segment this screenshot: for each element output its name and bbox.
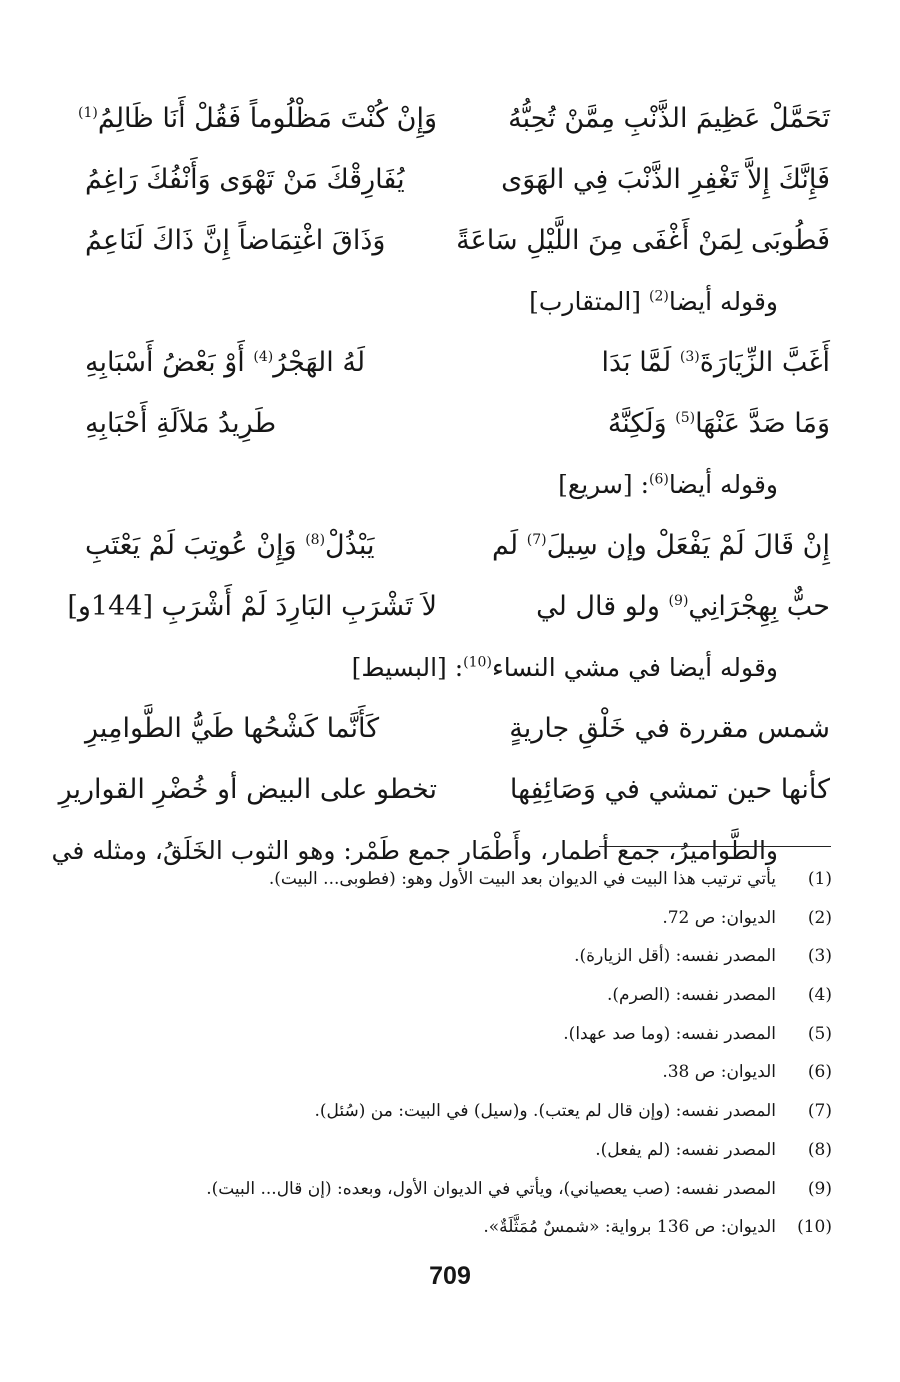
verse-first-hemistich: كأنها حين تمشي في وَصَائِفِها [509, 774, 830, 805]
verse-first-hemistich [478, 515, 830, 576]
poem-intro [85, 454, 830, 515]
footnote-number: (7) [807, 1101, 832, 1122]
footnote-separator [599, 846, 831, 847]
footnote-marker: (9) [668, 593, 689, 609]
footnote [80, 899, 832, 938]
intro-text: وقوله أيضا [668, 470, 778, 499]
footnote-number: (5) [807, 1023, 832, 1044]
footnote-number: (1) [807, 869, 832, 889]
footnotes [80, 860, 832, 1247]
hemistich-text: لَمَّا بَدَا [601, 347, 680, 378]
footnote-text: المصدر نفسه: (لم يفعل). [595, 1139, 776, 1160]
verse-line [85, 210, 830, 271]
hemistich-text: أَوْ بَعْضُ أَسْبَابِهِ [85, 347, 254, 378]
footnote-marker: (7) [526, 532, 547, 548]
hemistich-text: وَلَكِنَّهُ [607, 408, 676, 439]
footnote [80, 1208, 832, 1247]
verse-line [77, 88, 830, 149]
footnote-number: (10) [797, 1217, 832, 1238]
verse-first-hemistich: شمس مقررة في خَلْقِ جاريةٍ [509, 713, 830, 744]
verse-second-hemistich: وَذَاقَ اغْتِمَاضاً إِنَّ ذَاكَ لَنَاعِمُ [85, 225, 386, 256]
hemistich-text: وَإِنْ كُنْتَ مَظْلُوماً فَقُلْ أَنَا ظَالِمُ [97, 103, 437, 134]
verse-second-hemistich [85, 515, 437, 576]
footnote [80, 1092, 832, 1131]
footnote-marker: (8) [305, 532, 326, 548]
verse-line [85, 149, 830, 210]
footnote [80, 1131, 832, 1170]
hemistich-text: لَم [491, 530, 527, 561]
footnote-text: الديوان: ص 72. [662, 907, 776, 928]
hemistich-text: إِنْ قَالَ لَمْ يَفْعَلْ وإن سِيلَ [546, 530, 830, 561]
footnote-number: (8) [807, 1139, 832, 1160]
verse-line [85, 698, 830, 759]
footnote [80, 1053, 832, 1092]
verse-first-hemistich: فَإِنَّكَ إِلاَّ تَغْفِرِ الذَّنْبَ فِي الهَوَى [501, 164, 830, 195]
footnote-marker: (4) [253, 349, 274, 365]
verse-line [85, 332, 830, 393]
footnote-number: (2) [807, 907, 832, 928]
footnote-text: يأتي ترتيب هذا البيت في الديوان بعد البيت الأول وهو: (فطوبى... البيت). [268, 869, 776, 889]
meter-label: : [البسيط] [351, 653, 464, 682]
hemistich-text: ولو قال لي [536, 591, 669, 622]
main-text [51, 88, 830, 881]
verse-first-hemistich: تَحَمَّلْ عَظِيمَ الذَّنْبِ مِمَّنْ تُحِبُّهُ [508, 103, 830, 134]
verse-second-hemistich: كَأَنَّما كَشْحُها طَيُّ الطَّوامِيرِ [85, 713, 380, 744]
meter-label: : [سريع] [558, 470, 650, 499]
verse-first-hemistich [478, 332, 830, 393]
footnote [80, 1170, 832, 1209]
poem-intro [85, 271, 830, 332]
footnote-text: المصدر نفسه: (الصرم). [607, 985, 776, 1006]
page-number: 709 [429, 1262, 471, 1290]
verse-first-hemistich: فَطُوبَى لِمَنْ أَغْفَى مِنَ اللَّيْلِ سَاعَةً [456, 225, 830, 256]
prose-line: والطَّواميرُ، جمع أطمار، وأَطْمَار جمع طَمْر: وهو الثوب الخَلَقُ، ومثله في [51, 836, 778, 865]
footnote-text: الديوان: ص 136 برواية: «شمسٌ مُمَثَّلَةٌ». [483, 1217, 776, 1238]
verse-line [67, 576, 830, 637]
footnote-text: المصدر نفسه: (وإن قال لم يعتب). و(سيل) في البيت: من (سُئل). [314, 1101, 776, 1122]
verse-line [58, 759, 830, 820]
verse-second-hemistich: لاَ تَشْرَبِ البَارِدَ لَمْ أَشْرَبِ [144و] [67, 591, 437, 622]
footnote-marker: (2) [649, 288, 669, 305]
footnote-marker: (6) [649, 471, 669, 488]
verse-first-hemistich [478, 393, 830, 454]
meter-label: [المتقارب] [529, 287, 642, 316]
verse-second-hemistich: طَرِيدُ مَلاَلَةِ أَحْبَابِهِ [85, 408, 277, 439]
footnote-number: (6) [807, 1062, 832, 1083]
footnote [80, 1015, 832, 1054]
footnote-marker: (1) [77, 105, 98, 121]
footnote-text: المصدر نفسه: (صب يعصياني)، ويأتي في الديوان الأول، وبعده: (إن قال... البيت). [206, 1178, 776, 1199]
intro-text: وقوله أيضا [668, 287, 778, 316]
poem-intro [85, 637, 830, 698]
footnote-marker: (5) [675, 410, 696, 426]
footnote [80, 937, 832, 976]
hemistich-text: وَإِنْ عُوتِبَ لَمْ يَعْتَبِ [85, 530, 306, 561]
verse-line [85, 393, 830, 454]
verse-line [85, 515, 830, 576]
verse-second-hemistich: تخطو على البيض أو خُضْرِ القواريرِ [58, 774, 437, 805]
footnote-marker: (3) [679, 349, 700, 365]
footnote [80, 860, 832, 899]
footnote-text: المصدر نفسه: (أقل الزيارة). [574, 946, 776, 967]
hemistich-text: يَبْذُلْ [325, 530, 375, 561]
footnote-text: المصدر نفسه: (وما صد عهدا). [563, 1023, 776, 1044]
footnote-number: (9) [807, 1178, 832, 1199]
footnote-text: الديوان: ص 38. [662, 1062, 776, 1083]
verse-first-hemistich [478, 576, 830, 637]
footnote-number: (4) [807, 985, 832, 1006]
footnote [80, 976, 832, 1015]
hemistich-text: وَمَا صَدَّ عَنْهَا [695, 408, 830, 439]
hemistich-text: حبٌّ بِهِجْرَانِي [688, 591, 830, 622]
footnote-number: (3) [807, 946, 832, 967]
footnote-marker: (10) [463, 654, 492, 671]
verse-second-hemistich: يُفَارِقْكَ مَنْ تَهْوَى وَأَنْفُكَ رَاغِمُ [85, 164, 405, 195]
verse-second-hemistich [85, 332, 437, 393]
hemistich-text: أَغَبَّ الزِّيَارَةَ [699, 347, 830, 378]
verse-second-hemistich [77, 88, 437, 149]
intro-text: وقوله أيضا في مشي النساء [491, 653, 778, 682]
hemistich-text: لَهُ الهَجْرُ [273, 347, 366, 378]
